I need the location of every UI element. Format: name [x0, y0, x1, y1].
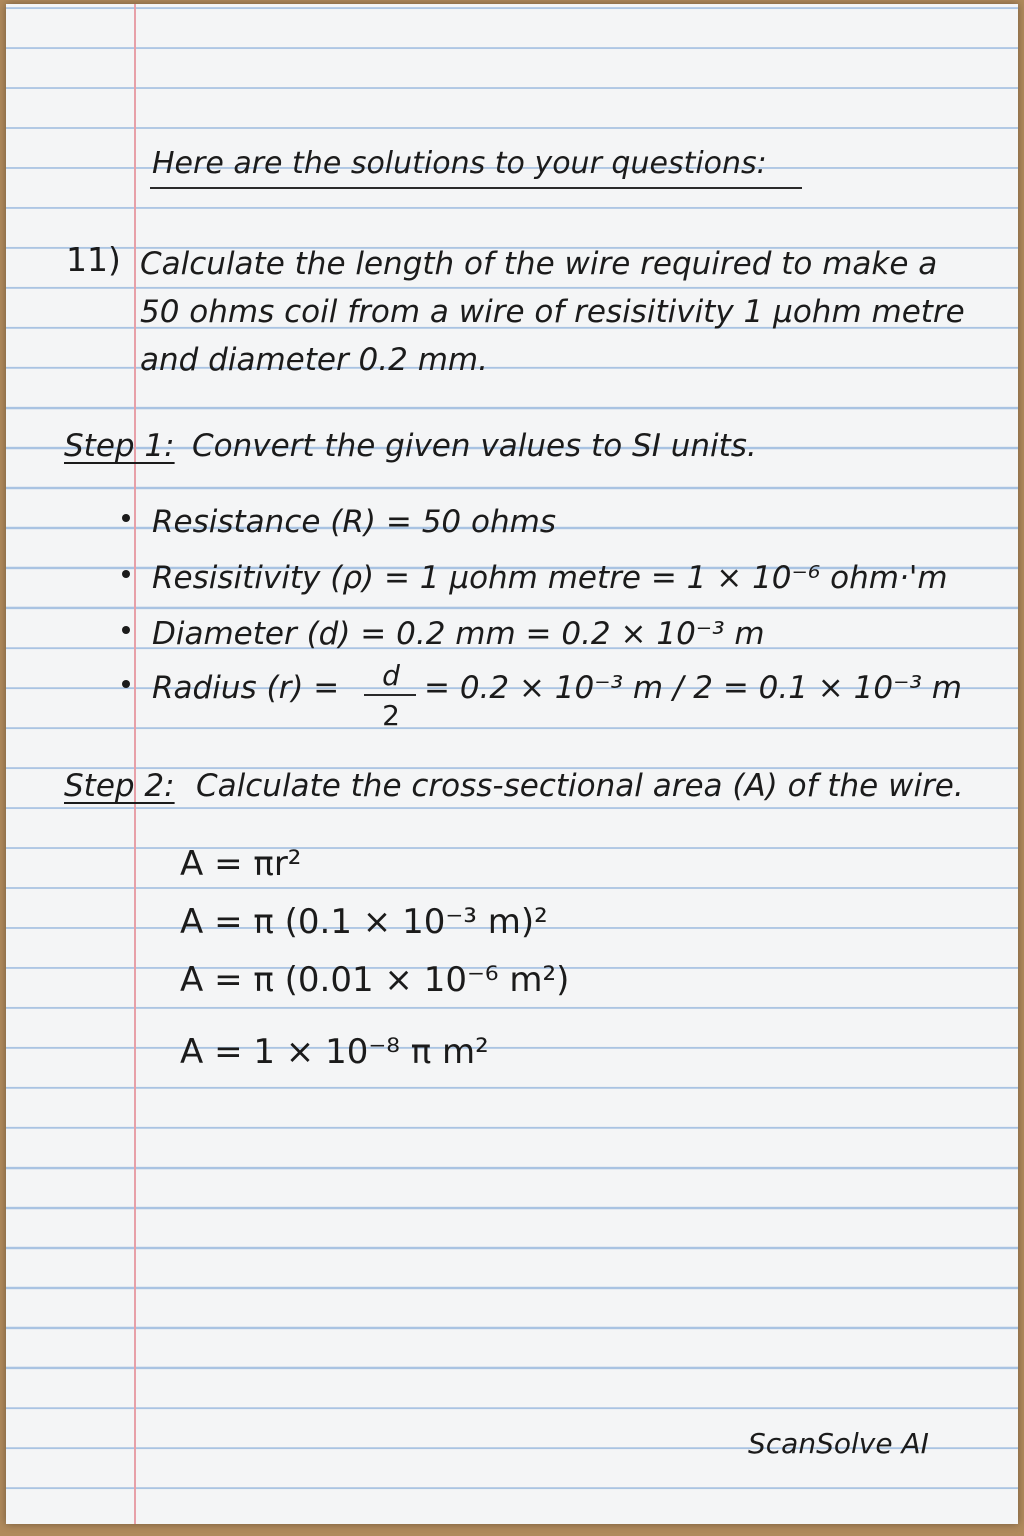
page-heading: Here are the solutions to your questions:: [152, 146, 767, 181]
notebook-page: [6, 4, 1018, 1524]
bullet-dot: [122, 680, 130, 688]
signature: ScanSolve AI: [748, 1427, 929, 1460]
margin-line: [134, 4, 136, 1524]
question-line-3: and diameter 0.2 mm.: [140, 342, 488, 378]
bullet-dot: [122, 514, 130, 522]
equation-area-formula: A = πr²: [180, 844, 302, 884]
equation-area-result: A = 1 × 10⁻⁸ π m²: [180, 1032, 489, 1072]
radius-fraction-numerator: d: [382, 659, 400, 692]
bullet-dot: [122, 570, 130, 578]
bullet-radius-rhs: = 0.2 × 10⁻³ m / 2 = 0.1 × 10⁻³ m: [424, 670, 962, 706]
equation-area-squared: A = π (0.01 × 10⁻⁶ m²): [180, 960, 570, 1000]
question-number: 11): [66, 240, 121, 279]
bullet-diameter: Diameter (d) = 0.2 mm = 0.2 × 10⁻³ m: [152, 616, 765, 652]
question-line-2: 50 ohms coil from a wire of resisitivity 1 µohm metre: [140, 294, 965, 330]
step1-label: Step 1:: [64, 428, 175, 464]
fraction-bar: [364, 694, 416, 696]
bullet-resistance: Resistance (R) = 50 ohms: [152, 504, 556, 540]
heading-underline: [150, 187, 802, 189]
equation-area-substitution: A = π (0.1 × 10⁻³ m)²: [180, 902, 548, 942]
question-line-1: Calculate the length of the wire required to make a: [140, 246, 938, 282]
step2-text: Calculate the cross-sectional area (A) of the wire.: [196, 768, 964, 804]
bullet-resistivity: Resisitivity (ρ) = 1 µohm metre = 1 × 10⁻⁶ ohm·'m: [152, 560, 948, 596]
bullet-radius-lhs: Radius (r) =: [152, 670, 340, 706]
radius-fraction-denominator: 2: [382, 699, 400, 732]
step1-text: Convert the given values to SI units.: [192, 428, 757, 464]
bullet-dot: [122, 626, 130, 634]
step2-label: Step 2:: [64, 768, 175, 804]
